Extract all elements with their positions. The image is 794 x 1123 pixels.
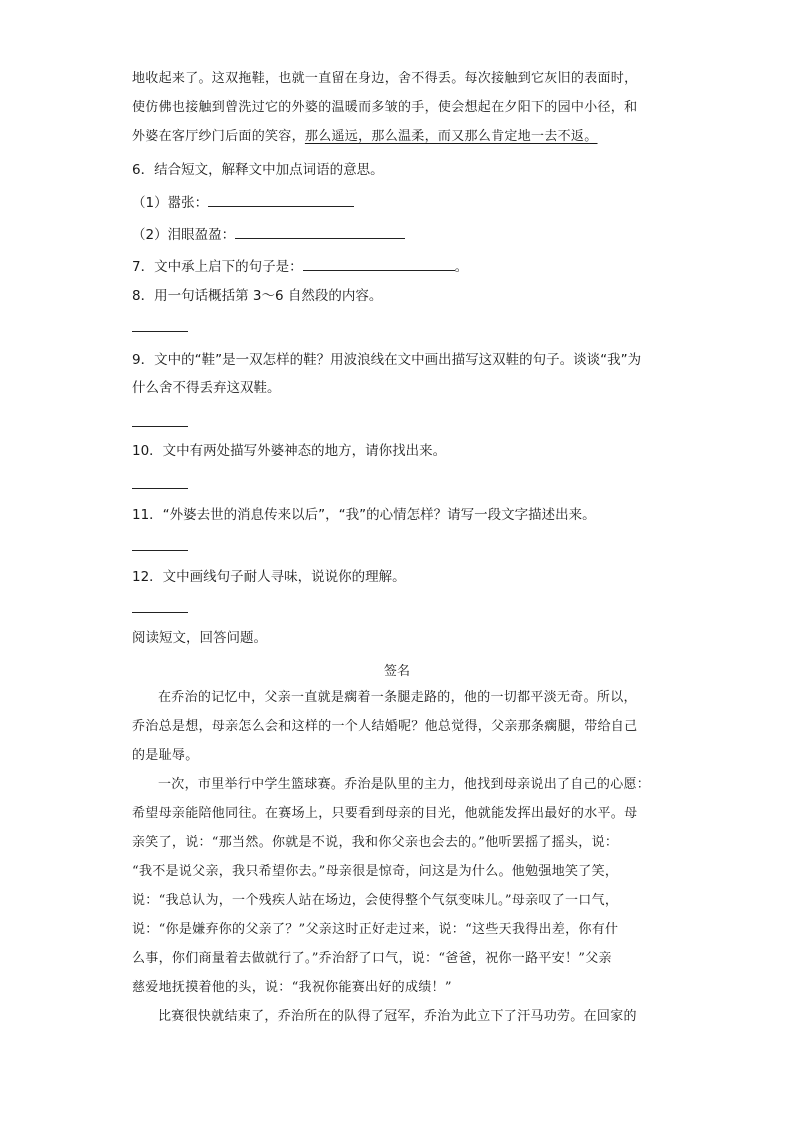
question-8: 8．用一句话概括第 3～6 自然段的内容。 (132, 288, 383, 304)
question-7 (132, 256, 468, 277)
answer-line[interactable] (132, 550, 188, 551)
underlined-sentence: 那么遥远，那么温柔，而又那么肯定地一去不返。 (304, 129, 598, 144)
passage-1-text: 外婆在客厅纱门后面的笑容， (132, 129, 305, 144)
passage-1 (132, 64, 660, 151)
passage-2-line: 说：“我总认为，一个残疾人站在场边，会使得整个气氛变味儿。”母亲叹了一口气， (132, 893, 619, 908)
question-6-1-label: （1）嚣张： (132, 195, 209, 211)
question-10: 10．文中有两处描写外婆神态的地方，请你找出来。 (132, 443, 447, 459)
answer-line[interactable] (132, 488, 188, 489)
question-9-line-1: 9．文中的“鞋”是一双怎样的鞋？用波浪线在文中画出描写这双鞋的句子。谈谈“我”为 (132, 352, 642, 368)
passage-2-line: 亲笑了，说：“那当然。你就是不说，我和你父亲也会去的。”他听罢摇了摇头，说： (132, 835, 619, 850)
answer-line[interactable] (132, 426, 188, 427)
answer-blank[interactable] (208, 192, 354, 207)
question-6-2-label: （2）泪眼盈盈： (132, 227, 236, 243)
passage-2-line: 慈爱地抚摸着他的头，说：“我祝你能赛出好的成绩！” (132, 980, 452, 995)
passage-2 (132, 683, 660, 1031)
answer-blank[interactable] (235, 224, 405, 239)
passage-1-line: 使仿佛也接触到曾洗过它的外婆的温暖而多皱的手，使会想起在夕阳下的园中小径，和 (132, 100, 638, 115)
passage-2-line: 说：“你是嫌弃你的父亲了？”父亲这时正好走过来，说：“这些天我得出差，你有什 (132, 922, 619, 937)
question-12: 12．文中画线句子耐人寻味，说说你的理解。 (132, 569, 406, 585)
question-9-line-2: 什么舍不得丢弃这双鞋。 (132, 380, 281, 396)
passage-2-line: 的是耻辱。 (132, 748, 199, 763)
passage-2-line: 一次，市里举行中学生篮球赛。乔治是队里的主力，他找到母亲说出了自己的心愿： (158, 777, 651, 792)
passage-2-line: 比赛很快就结束了，乔治所在的队得了冠军，乔治为此立下了汗马功劳。在回家的 (158, 1009, 637, 1024)
answer-blank[interactable] (303, 256, 455, 271)
question-6-2 (132, 224, 405, 245)
answer-line[interactable] (132, 331, 188, 332)
passage-2-title: 签名 (383, 664, 410, 679)
passage-1-line (132, 122, 660, 151)
question-6: 6．结合短文，解释文中加点词语的意思。 (132, 162, 384, 178)
passage-2-line: 希望母亲能陪他同往。在赛场上，只要看到母亲的目光，他就能发挥出最好的水平。母 (132, 806, 638, 821)
question-7-label: 7．文中承上启下的句子是： (132, 259, 303, 275)
question-6-1 (132, 192, 354, 213)
passage-2-line: 乔治总是想，母亲怎么会和这样的一个人结婚呢？他总觉得，父亲那条瘸腿，带给自己 (132, 719, 638, 734)
reading-instruction: 阅读短文，回答问题。 (132, 630, 267, 646)
passage-2-line: 在乔治的记忆中，父亲一直就是瘸着一条腿走路的，他的一切都平淡无奇。所以， (158, 690, 637, 705)
answer-line[interactable] (132, 612, 188, 613)
passage-2-line: “我不是说父亲，我只希望你去。”母亲很是惊奇，问这是为什么。他勉强地笑了笑， (132, 864, 619, 879)
question-11: 11．“外婆去世的消息传来以后”，“我”的心情怎样？请写一段文字描述出来。 (132, 507, 596, 523)
passage-1-line: 地收起来了。这双拖鞋，也就一直留在身边，舍不得丢。每次接触到它灰旧的表面时， (132, 71, 638, 86)
question-7-end: 。 (454, 259, 469, 275)
passage-2-line: 么事，你们商量着去做就行了。”乔治舒了口气，说：“爸爸，祝你一路平安！”父亲 (132, 951, 612, 966)
